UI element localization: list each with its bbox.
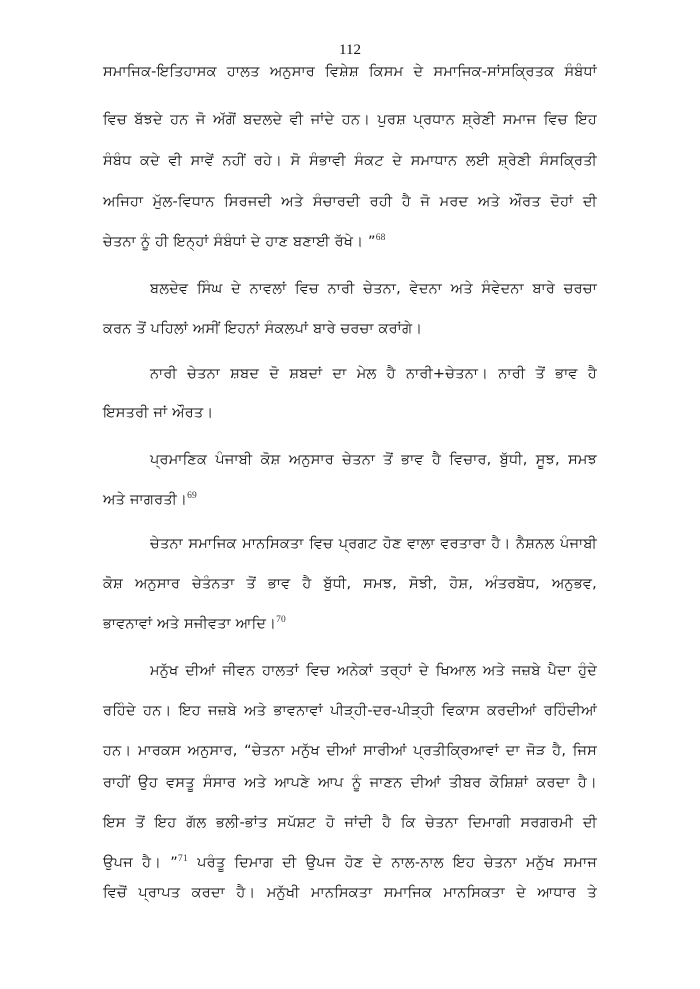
- text-line: [103, 192, 597, 212]
- line-text: ਭਾਵਨਾਵਾਂ ਅਤੇ ਸਜੀਵਤਾ ਆਦਿ।: [103, 616, 277, 632]
- text-line: [103, 741, 597, 761]
- footnote-marker: 68: [375, 233, 386, 243]
- text-line: [103, 232, 597, 252]
- line-text: ਰਹਿੰਦੇ ਹਨ। ਇਹ ਜਜ਼ਬੇ ਅਤੇ ਭਾਵਨਾਵਾਂ ਪੀੜ੍ਹੀ-ਦਰ-ਪੀੜ੍ਹੀ ਵਿਕਾਸ ਕਰਦੀਆਂ ਰਹਿੰਦੀਆਂ: [103, 703, 597, 719]
- text-line: [103, 813, 597, 833]
- line-text: ਅਜਿਹਾ ਮੁੱਲ-ਵਿਧਾਨ ਸਿਰਜਦੀ ਅਤੇ ਸੰਚਾਰਦੀ ਰਹੀ ਹੈ ਜੋ ਮਰਦ ਅਤੇ ਔਰਤ ਦੋਹਾਂ ਦੀ: [103, 194, 597, 210]
- text-line: [103, 403, 597, 423]
- line-text: ਚੇਤਨਾ ਸਮਾਜਿਕ ਮਾਨਸਿਕਤਾ ਵਿਚ ਪ੍ਰਗਟ ਹੋਣ ਵਾਲਾ ਵਰਤਾਰਾ ਹੈ। ਨੈਸ਼ਨਲ ਪੰਜਾਬੀ: [150, 536, 597, 552]
- text-line: [150, 450, 597, 470]
- line-text: ਬਲਦੇਵ ਸਿੰਘ ਦੇ ਨਾਵਲਾਂ ਵਿਚ ਨਾਰੀ ਚੇਤਨਾ, ਵੇਦਨਾ ਅਤੇ ਸੰਵੇਦਨਾ ਬਾਰੇ ਚਰਚਾ: [150, 281, 597, 297]
- text-line: [103, 614, 597, 634]
- text-line: [103, 151, 597, 171]
- line-text: ਨਾਰੀ ਚੇਤਨਾ ਸ਼ਬਦ ਦੋ ਸ਼ਬਦਾਂ ਦਾ ਮੇਲ ਹੈ ਨਾਰੀ+ਚੇਤਨਾ। ਨਾਰੀ ਤੋਂ ਭਾਵ ਹੈ: [150, 366, 597, 382]
- text-line: [103, 773, 597, 793]
- line-text-continued: ਪਰੰਤੂ ਦਿਮਾਗ ਦੀ ਉਪਜ ਹੋਣ ਦੇ ਨਾਲ-ਨਾਲ ਇਹ ਚੇਤਨਾ ਮਨੁੱਖ ਸਮਾਜ: [187, 855, 597, 871]
- text-line: [103, 110, 597, 130]
- page-number: 112: [339, 42, 361, 58]
- text-line: [150, 279, 597, 299]
- line-text: ਵਿਚ ਬੱਝਦੇ ਹਨ ਜੋ ਅੱਗੋਂ ਬਦਲਦੇ ਵੀ ਜਾਂਦੇ ਹਨ। ਪੁਰਸ਼ ਪ੍ਰਧਾਨ ਸ਼੍ਰੇਣੀ ਸਮਾਜ ਵਿਚ ਇਹ: [103, 112, 597, 128]
- line-text: ਕਰਨ ਤੋਂ ਪਹਿਲਾਂ ਅਸੀਂ ਇਹਨਾਂ ਸੰਕਲਪਾਂ ਬਾਰੇ ਚਰਚਾ ਕਰਾਂਗੇ।: [103, 321, 423, 337]
- text-line: [103, 701, 597, 721]
- line-text: ਸਮਾਜਿਕ-ਇਤਿਹਾਸਕ ਹਾਲਤ ਅਨੁਸਾਰ ਵਿਸ਼ੇਸ਼ ਕਿਸਮ ਦੇ ਸਮਾਜਿਕ-ਸਾਂਸਕ੍ਰਿਤਕ ਸੰਬੰਧਾਂ: [103, 64, 597, 80]
- text-line: [150, 364, 597, 384]
- footnote-marker: 70: [276, 615, 286, 625]
- text-line: [103, 883, 597, 903]
- line-text: ਸੰਬੰਧ ਕਦੇ ਵੀ ਸਾਵੇਂ ਨਹੀਂ ਰਹੇ। ਸੋ ਸੰਭਾਵੀ ਸੰਕਟ ਦੇ ਸਮਾਧਾਨ ਲਈ ਸ਼੍ਰੇਣੀ ਸੰਸਕ੍ਰਿਤੀ: [103, 153, 597, 169]
- text-line: [150, 661, 597, 681]
- line-text: ਇਸ ਤੋਂ ਇਹ ਗੱਲ ਭਲੀ-ਭਾਂਤ ਸਪੱਸ਼ਟ ਹੋ ਜਾਂਦੀ ਹੈ ਕਿ ਚੇਤਨਾ ਦਿਮਾਗੀ ਸਰਗਰਮੀ ਦੀ: [103, 815, 597, 831]
- line-text: ਵਿਚੋਂ ਪ੍ਰਾਪਤ ਕਰਦਾ ਹੈ। ਮਨੁੱਖੀ ਮਾਨਸਿਕਤਾ ਸਮਾਜਿਕ ਮਾਨਸਿਕਤਾ ਦੇ ਆਧਾਰ ਤੇ: [103, 885, 597, 901]
- text-line: [103, 62, 597, 82]
- line-text: ਮਨੁੱਖ ਦੀਆਂ ਜੀਵਨ ਹਾਲਤਾਂ ਵਿਚ ਅਨੇਕਾਂ ਤਰ੍ਹਾਂ ਦੇ ਖਿਆਲ ਅਤੇ ਜਜ਼ਬੇ ਪੈਦਾ ਹੁੰਦੇ: [150, 663, 597, 679]
- footnote-marker: 71: [178, 854, 188, 864]
- line-text: ਅਤੇ ਜਾਗਰਤੀ।: [103, 492, 188, 508]
- text-line: [103, 319, 597, 339]
- line-text: ਚੇਤਨਾ ਨੂੰ ਹੀ ਇਨ੍ਹਾਂ ਸੰਬੰਧਾਂ ਦੇ ਹਾਣ ਬਣਾਈ ਰੱਖੇ। ”: [103, 234, 376, 250]
- footnote-marker: 69: [187, 491, 197, 501]
- text-line: [103, 490, 597, 510]
- text-line: [150, 534, 597, 554]
- line-text: ਉਪਜ ਹੈ। ”: [103, 855, 179, 871]
- line-text: ਇਸਤਰੀ ਜਾਂ ਔਰਤ।: [103, 405, 214, 421]
- line-text: ਹਨ। ਮਾਰਕਸ ਅਨੁਸਾਰ, “ਚੇਤਨਾ ਮਨੁੱਖ ਦੀਆਂ ਸਾਰੀਆਂ ਪ੍ਰਤੀਕ੍ਰਿਆਵਾਂ ਦਾ ਜੋੜ ਹੈ, ਜਿਸ: [103, 743, 597, 759]
- text-line: [103, 574, 597, 594]
- line-text: ਰਾਹੀਂ ਉਹ ਵਸਤੂ ਸੰਸਾਰ ਅਤੇ ਆਪਣੇ ਆਪ ਨੂੰ ਜਾਣਨ ਦੀਆਂ ਤੀਬਰ ਕੋਸ਼ਿਸ਼ਾਂ ਕਰਦਾ ਹੈ।: [103, 775, 597, 791]
- line-text: ਪ੍ਰਮਾਣਿਕ ਪੰਜਾਬੀ ਕੋਸ਼ ਅਨੁਸਾਰ ਚੇਤਨਾ ਤੋਂ ਭਾਵ ਹੈ ਵਿਚਾਰ, ਬੁੱਧੀ, ਸੂਝ, ਸਮਝ: [150, 452, 597, 468]
- line-text: ਕੋਸ਼ ਅਨੁਸਾਰ ਚੇਤੰਨਤਾ ਤੋਂ ਭਾਵ ਹੈ ਬੁੱਧੀ, ਸਮਝ, ਸੋਝੀ, ਹੋਸ਼, ਅੰਤਰਬੋਧ, ਅਨੁਭਵ,: [103, 576, 597, 592]
- text-line: [103, 853, 597, 873]
